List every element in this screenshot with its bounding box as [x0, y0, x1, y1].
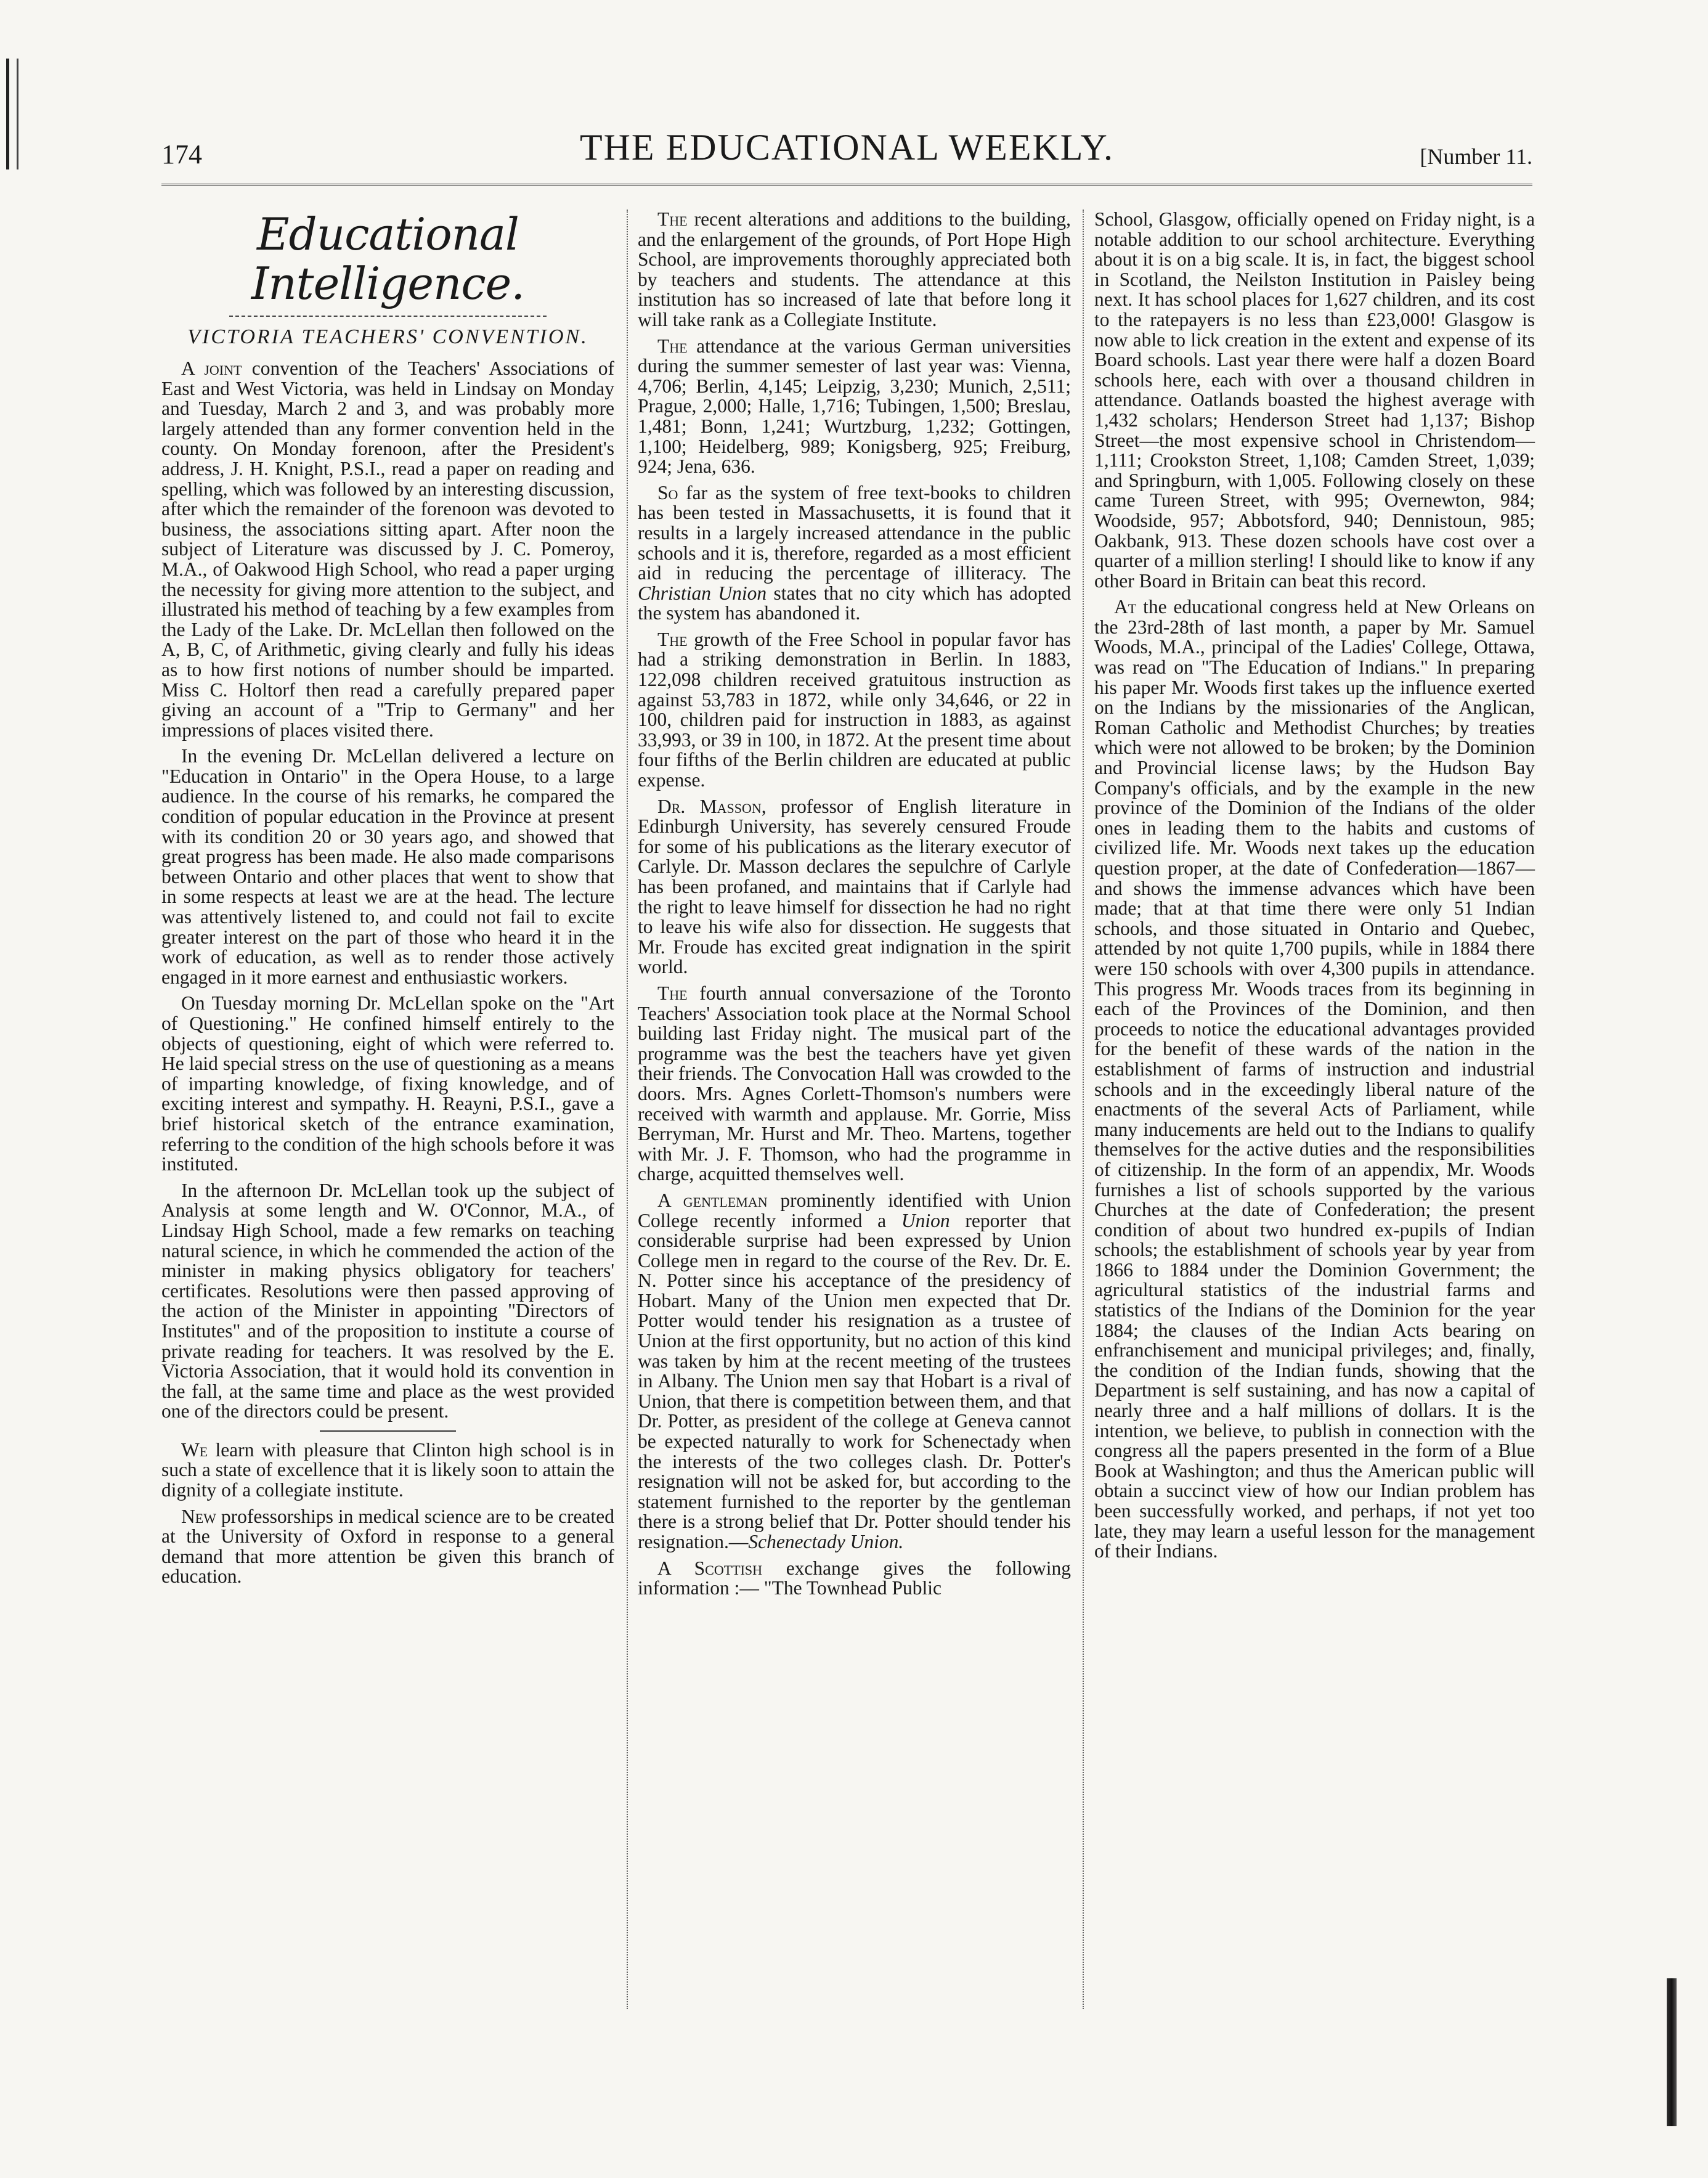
news-item: So far as the system of free text-books to children has been tested in Massachusetts, it is found that it results in a largely increased attendance in the public schools and it is, therefore, regarded as a most efficient aid in reducing the percentage of illiteracy. The Christian Union states that no city which has adopted the system has abandoned it. [638, 481, 1072, 624]
journal-title: THE EDUCATIONAL WEEKLY. [579, 127, 1115, 168]
issue-number: [Number 11. [1420, 144, 1532, 169]
binding-edge-mark [6, 59, 18, 169]
news-item: A Scottish exchange gives the following information :— "The Townhead Public [638, 1557, 1071, 1599]
page-header [161, 126, 1532, 182]
section-title: Educational Intelligence. [251, 208, 525, 309]
title-rule [229, 316, 547, 317]
news-item: The attendance at the various German universities during the summer semester of last year was: Vienna, 4,706; Berlin, 4,145; Leipzig, 3,230; Munich, 2,511; Prague, 2,000; Halle, 1,716; Tubingen, 1,500; Breslau, 1,481; Bonn, 1,241; Wurtzburg, 1,232; Gottingen, 1,100; Heidelberg, 989; Konigsberg, 925; Freiburg, 924; Jena, 636. [638, 335, 1071, 478]
item-rule [320, 1430, 456, 1432]
header-rule [161, 184, 1532, 186]
news-item: The fourth annual conversazione of the Toronto Teachers' Association took place at the Normal School building last Friday night. The musical part of the programme was the best the teachers have yet given their friends. The Convocation Hall was crowded to the doors. Mrs. Agnes Corlett-Thomson's numbers were received with warmth and applause. Mr. Gorrie, Miss Berryman, Mr. Hurst and Mr. Theo. Martens, together with Mr. J. F. Thomson, who had the programme in charge, acquitted themselves well. [638, 982, 1072, 1185]
article-paragraph: In the afternoon Dr. McLellan took up the subject of Analysis at some length and W. O'Connor, M.A., of Lindsay High School, made a few remarks on teaching natural science, in which he commended the action of the minister in making physics obligatory for teachers' certificates. Resolutions were then passed approving of the action of the Minister in appointing "Directors of Institutes" and of the proposition to institute a course of private reading for teachers. It was resolved by the E. Victoria Association, that it would hold its convention in the fall, at the same time and place as the west provided one of the directors could be present. [161, 1179, 614, 1422]
column-2 [638, 210, 1071, 1605]
page-edge-mark [1667, 1978, 1677, 2126]
article-paragraph: In the evening Dr. McLellan delivered a lecture on "Education in Ontario" in the Opera House, to a large audience. In the course of his remarks, he compared the condition of popular education in the Province at present with its condition 20 or 30 years ago, and showed that great progress has been made. He also made comparisons between Ontario and other places that went to show that in some respects at least we are at the head. The lecture was attentively listened to, and could not fail to excite greater interest on the part of those who heard it in the work of education, as well as to render those actively engaged in it more earnest and enthusiastic workers. [161, 745, 614, 988]
article-paragraph: A joint convention of the Teachers' Associations of East and West Victoria, was held in Lindsay on Monday and Tuesday, March 2 and 3, and was probably more largely attended than any former convention held in the county. On Monday forenoon, after the President's address, J. H. Knight, P.S.I., read a paper on reading and spelling, which was followed by an interesting discussion, after which the remainder of the forenoon was devoted to business, the associations sitting apart. After noon the subject of Literature was discussed by J. C. Pomeroy, M.A., of Oakwood High School, who read a paper urging the necessity for giving more attention to the subject, and illustrated his method of teaching by a few examples from the Lady of the Lake. Dr. McLellan then followed on the A, B, C, of Arithmetic, giving clearly and fully his ideas as to how first notions of number should be imparted. Miss C. Holtorf then read a carefully prepared paper giving an account of a "Trip to Germany" and her impressions of places visited there. [161, 357, 614, 741]
column-divider [1083, 210, 1084, 2009]
column-1 [161, 210, 614, 1593]
news-item: New professorships in medical science are to be created at the University of Oxford in response to a general demand that more attention be given this branch of education. [161, 1505, 614, 1588]
news-item: A gentleman prominently identified with Union College recently informed a Union reporter that considerable surprise had been expressed by Union College men in regard to the course of the Rev. Dr. E. N. Potter since his acceptance of the presidency of Hobart. Many of the Union men expected that Dr. Potter would tender his resignation as a trustee of Union at the first opportunity, but no action of this kind was taken by him at the recent meeting of the trustees in Albany. The Union men say that Hobart is a rival of Union, that there is competition between them, and that Dr. Potter, as president of the college at Geneva cannot be expected naturally to work for Schenectady when the interests of the two colleges clash. Dr. Potter's resignation will not be asked for, but according to the statement furnished to the reporter by the gentleman there is a strong belief that Dr. Potter should tender his resignation.—Schenectady Union. [638, 1189, 1072, 1552]
news-item-continued: School, Glasgow, officially opened on Friday night, is a notable addition to our school architecture. Everything about it is on a big scale. It is, in fact, the biggest school in Scotland, the Neilston Institution in Paisley being next. It has school places for 1,627 children, and its cost to the ratepayers is no less than £23,000! Glasgow is now able to lick creation in the extent and expense of its Board schools. Last year there were half a dozen Board schools here, each with over a thousand children in attendance. Oatlands boasted the highest average with 1,432 scholars; Henderson Street had 1,137; Bishop Street—the most expensive school in Christendom—1,111; Crookston Street, 1,108; Camden Street, 1,039; and Springburn, with 1,005. Following closely on these came Tureen Street, with 995; Overnewton, 984; Woodside, 957; Abbotsford, 940; Dennistoun, 985; Oakbank, 913. These dozen schools have cost over a quarter of a million sterling! I should like to know if any other Board in Britain can beat this record. [1094, 208, 1535, 592]
column-3 [1094, 210, 1535, 1568]
article-heading: VICTORIA TEACHERS' CONVENTION. [187, 325, 588, 348]
news-item: The recent alterations and additions to the building, and the enlargement of the grounds, of Port Hope High School, are improvements thoroughly appreciated both by teachers and students. The attendance at this institution has so increased of late that before long it will take rank as a Collegiate Institute. [638, 208, 1071, 330]
page-number: 174 [161, 139, 202, 169]
news-item: The growth of the Free School in popular favor has had a striking demonstration in Berlin. In 1883, 122,098 children received gratuitous instruction as against 53,783 in 1872, while only 34,646, or 22 in 100, children paid for instruction in 1883, as against 33,993, or 39 in 100, in 1872. At the present time about four fifths of the Berlin children are educated at public expense. [638, 628, 1071, 791]
news-item: Dr. Masson, professor of English literature in Edinburgh University, has severely censured Froude for some of his publications as the literary executor of Carlyle. Dr. Masson declares the sepulchre of Carlyle has been profaned, and maintains that if Carlyle had the right to leave himself for dissection he had no right to leave his wife also for dissection. He suggests that Mr. Froude has excited great indignation in the spirit world. [638, 795, 1071, 978]
column-divider [627, 210, 628, 2009]
article-paragraph: On Tuesday morning Dr. McLellan spoke on the "Art of Questioning." He confined himself entirely to the objects of questioning, eight of which were referred to. He laid special stress on the use of questioning as a means of imparting knowledge, of fixing knowledge, and of exciting interest and sympathy. H. Reayni, P.S.I., gave a brief historical sketch of the entrance examination, referring to the condition of the high schools before it was instituted. [161, 992, 614, 1175]
news-item: At the educational congress held at New Orleans on the 23rd-28th of last month, a paper by Mr. Samuel Woods, M.A., principal of the Ladies' College, Ottawa, was read on "The Education of Indians." In preparing his paper Mr. Woods first takes up the influence exerted on the Indians by the missionaries of the Anglican, Roman Catholic and Methodist Churches; by treaties which were not allowed to be broken; by the Dominion and Provincial license laws; by the Hudson Bay Company's officials, and by the example in the new province of the Dominion of the Indians of the older ones in leading them to the habits and customs of civilized life. Mr. Woods next takes up the education question proper, at the date of Confederation—1867—and shows the immense advances which have been made; that at that time there were only 51 Indian schools, and those situated in Ontario and Quebec, attended by not quite 1,700 pupils, while in 1884 there were 150 schools with over 4,300 pupils in attendance. This progress Mr. Woods traces from its beginning in each of the Provinces of the Dominion, and then proceeds to notice the educational advantages provided for the benefit of these wards of the nation in the establishment of farms of instruction and industrial schools and in the exceedingly liberal nature of the enactments of the several Acts of Parliament, while many inducements are held out to the Indians to qualify themselves for the active duties and the responsibilities of citizenship. In the form of an appendix, Mr. Woods furnishes a list of schools supported by the various Churches at the date of Confederation; the present condition of about two hundred ex-pupils of Indian schools; the establishment of schools year by year from 1866 to 1884 under the Dominion Government; the agricultural statistics of the industrial farms and statistics of the Indians of the Dominion for the year 1884; the clauses of the Indian Acts bearing on enfranchisement and municipal privileges; and, finally, the condition of the Indian funds, showing that the Department is self sustaining, and has now a capital of nearly three and a half millions of dollars. It is the intention, we believe, to publish in connection with the congress all the papers presented in the form of a Blue Book at Washington; and thus the American public will obtain a succinct view of how our Indian problem has been successfully worked, and perhaps, if not yet too late, they may learn a useful lesson for the management of their Indians. [1094, 596, 1535, 1562]
news-item: We learn with pleasure that Clinton high school is in such a state of excellence that it is likely soon to attain the dignity of a collegiate institute. [161, 1438, 615, 1501]
